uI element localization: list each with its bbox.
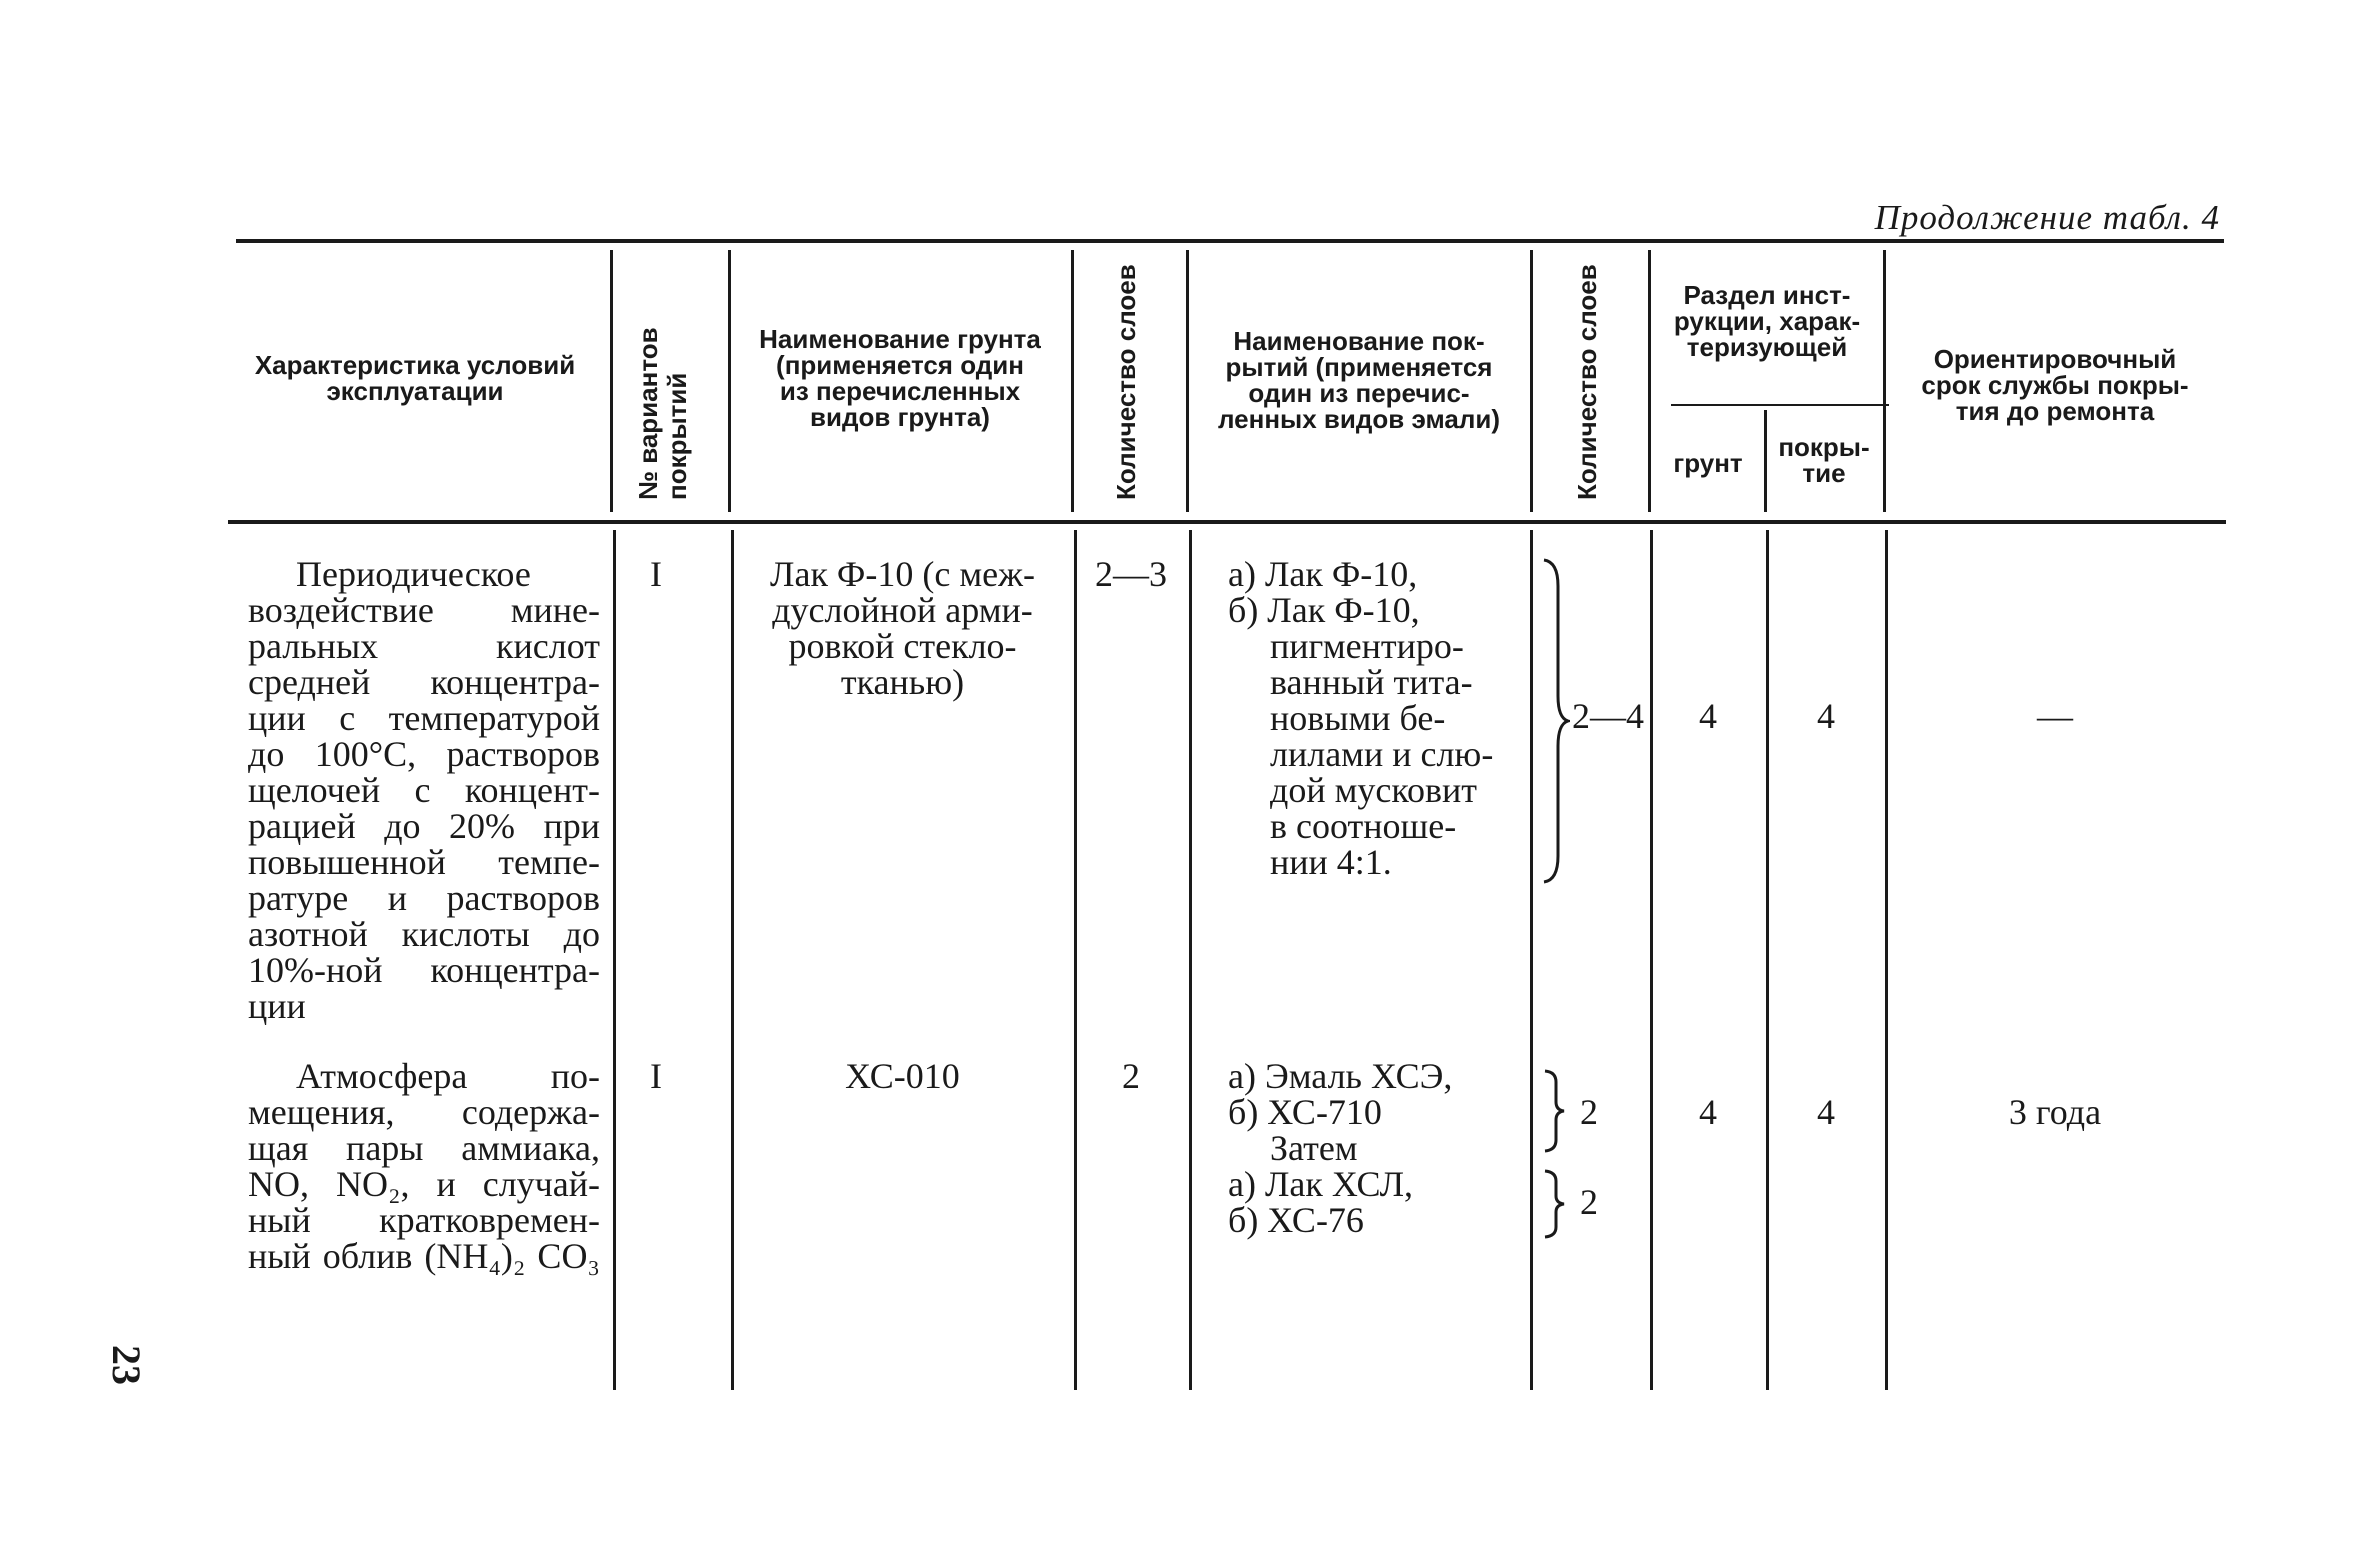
body-col-divider — [1650, 530, 1653, 1390]
row2-brace-a-icon — [1542, 1068, 1566, 1154]
table-continuation-caption: Продолжение табл. 4 — [1874, 198, 2220, 237]
row2-coatings: а) Эмаль ХСЭ, б) ХС-710 Затем а) Лак ХСЛ, б) ХС-76 — [1228, 1056, 1453, 1240]
body-col-divider — [1189, 530, 1192, 1390]
header-bottom-rule — [228, 520, 2226, 524]
row1-primer: Лак Ф-10 (с меж- дуслойной арми- ровкой стекло- тканью) — [770, 554, 1035, 702]
row1-coating-layers: 2—4 — [1572, 696, 1644, 736]
row2-variant: I — [650, 1056, 662, 1096]
body-col-divider — [1530, 530, 1533, 1390]
body-col-divider — [1074, 530, 1077, 1390]
header-col-divider — [1883, 250, 1886, 512]
row2-coating-layers-b: 2 — [1580, 1182, 1598, 1222]
body-col-divider — [1766, 530, 1769, 1390]
row2-section-primer: 4 — [1699, 1092, 1717, 1132]
section-split-rule — [1671, 404, 1889, 406]
header-service-life: Ориентировочный срок службы покры- тия до ремонта — [1921, 344, 2189, 426]
header-coating-name: Наименование пок- рытий (применяется один из перечис- ленных видов эмали) — [1217, 326, 1500, 434]
header-section-coating: покры- тие — [1778, 432, 1870, 488]
header-col-divider — [610, 250, 613, 512]
header-coating-layers: Количество слоев — [1572, 264, 1602, 500]
row1-brace-icon — [1540, 556, 1570, 886]
header-col-divider — [1530, 250, 1533, 512]
body-col-divider — [731, 530, 734, 1390]
header-section-primer: грунт — [1673, 448, 1743, 478]
body-col-divider — [613, 530, 616, 1390]
row1-primer-layers: 2—3 — [1095, 554, 1167, 594]
page-number: 23 — [104, 1345, 149, 1385]
row1-section-primer: 4 — [1699, 696, 1717, 736]
header-conditions: Характеристика условий эксплуатации — [254, 350, 576, 406]
row2-section-coating: 4 — [1817, 1092, 1835, 1132]
row2-primer: ХС-010 — [845, 1056, 960, 1096]
header-section: Раздел инст- рукции, харак- теризующей — [1673, 280, 1861, 362]
header-col-divider — [1186, 250, 1189, 512]
row1-service-life: — — [2037, 696, 2073, 736]
header-variants: № вариантов покрытий — [633, 327, 692, 500]
body-col-divider — [1885, 530, 1888, 1390]
header-col-divider — [1071, 250, 1074, 512]
header-primer-name: Наименование грунта (применяется один из перечисленных видов грунта) — [759, 324, 1041, 432]
row1-section-coating: 4 — [1817, 696, 1835, 736]
row2-coating-layers-a: 2 — [1580, 1092, 1598, 1132]
row1-coatings: а) Лак Ф-10, б) Лак Ф-10, пигментиро- ванный тита- новыми бе- лилами и слю- дой мусковит в соотноше- нии 4:1. — [1228, 554, 1494, 882]
header-primer-layers: Количество слоев — [1111, 264, 1141, 500]
row1-variant: I — [650, 554, 662, 594]
row2-primer-layers: 2 — [1122, 1056, 1140, 1096]
row2-conditions: Атмосфера по- мещения, содержа- щая пары аммиака, NO, NO₂, и случай- ный кратковремен- ный облив (NH₄)₂ CO₃ — [248, 1056, 600, 1276]
row2-brace-b-icon — [1542, 1168, 1566, 1240]
row2-service-life: 3 года — [2008, 1092, 2102, 1132]
header-col-divider — [1648, 250, 1651, 512]
row1-conditions: Периодическое воздействие мине- ральных кислот средней концентра- ции с температурой до 100°С, растворов щелочей с концент- рацией до 20% при повышенной темпе- ратуре и растворов азотной кислоты до 10%-ной концентра- ции — [248, 554, 600, 1026]
table-top-rule — [236, 239, 2224, 243]
